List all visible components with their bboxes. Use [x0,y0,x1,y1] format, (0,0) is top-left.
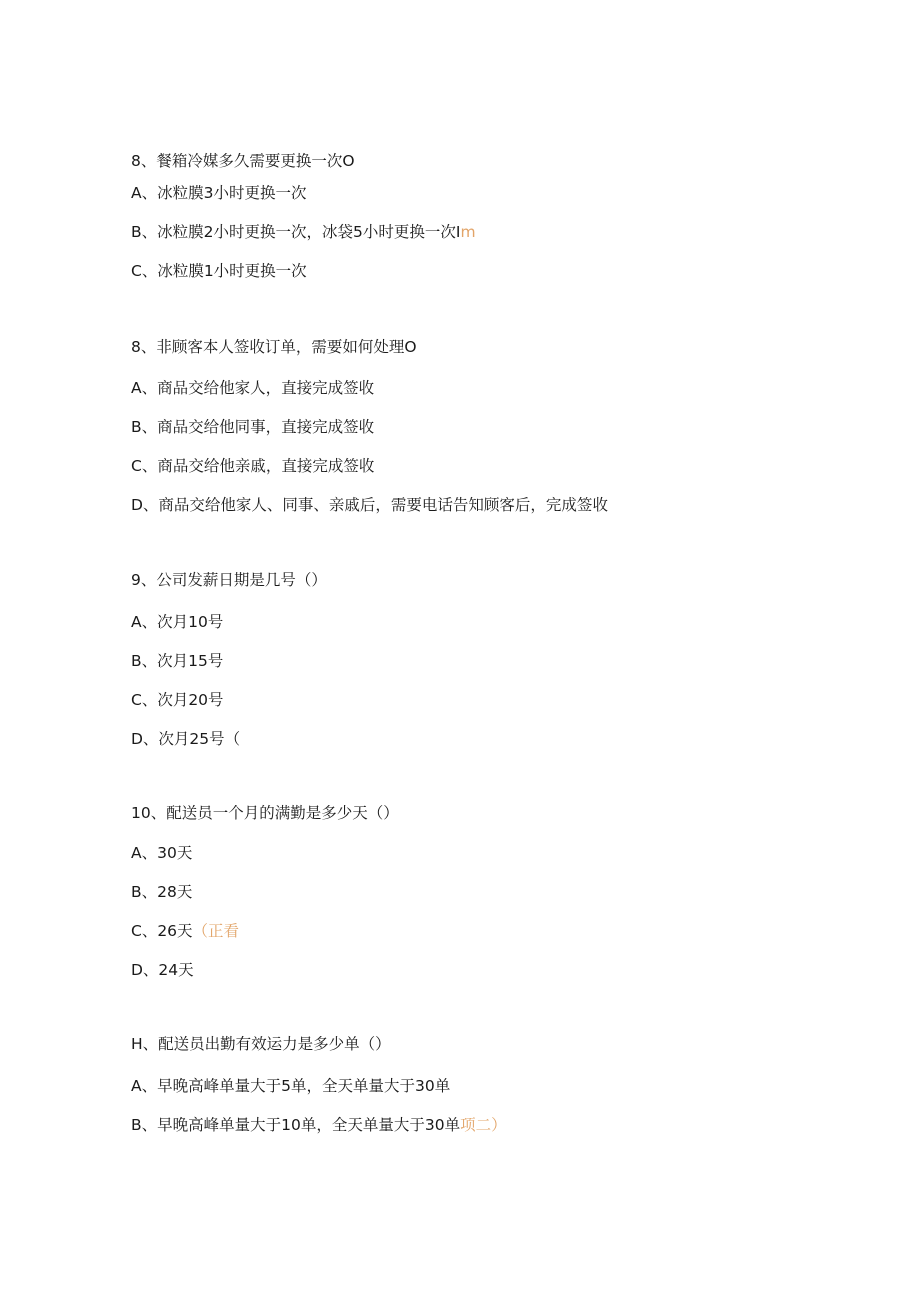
question-title: H、配送员出勤有效运力是多少单（） [131,1035,391,1053]
question-title: 8、非顾客本人签收订单，需要如何处理O [131,338,417,356]
option-text: C、冰粒膜1小时更换一次 [131,262,307,280]
option-text: B、商品交给他同事，直接完成签收 [131,418,375,436]
option-item [131,882,192,902]
option-item [131,1115,507,1135]
handwritten-mark: m [460,223,476,241]
option-text: C、商品交给他亲戚，直接完成签收 [131,457,375,475]
option-text: C、次月20号 [131,691,224,709]
option-text: A、次月10号 [131,613,224,631]
option-item [131,495,608,515]
option-item [131,417,374,437]
question-title: 8、餐箱冷媒多久需要更换一次O [131,152,355,170]
option-item [131,651,223,671]
option-item [131,960,194,980]
option-text: B、次月15号 [131,652,224,670]
option-item [131,843,192,863]
option-text: A、商品交给他家人，直接完成签收 [131,379,375,397]
option-item [131,612,223,632]
option-text: B、28天 [131,883,193,901]
option-text: A、30天 [131,844,193,862]
option-text: B、冰粒膜2小时更换一次，冰袋5小时更换一次I [131,223,461,241]
option-item [131,690,224,710]
option-item [131,1076,450,1096]
option-item [131,222,476,242]
option-item [131,921,239,941]
question-title: 10、配送员一个月的满勤是多少天（） [131,804,399,822]
option-text: A、早晚高峰单量大于5单，全天单量大于30单 [131,1077,451,1095]
option-text: A、冰粒膜3小时更换一次 [131,184,307,202]
option-item [131,183,306,203]
option-item [131,261,307,281]
handwritten-mark: （正看 [192,922,240,940]
option-text: D、商品交给他家人、同事、亲戚后，需要电话告知顾客后，完成签收 [131,496,608,514]
option-item [131,456,374,476]
handwritten-mark: 项二） [460,1116,507,1134]
option-item [131,729,240,749]
option-text: D、次月25号（ [131,730,241,748]
option-text: B、早晚高峰单量大于10单，全天单量大于30单 [131,1116,461,1134]
question-title: 9、公司发薪日期是几号（） [131,571,327,589]
option-item [131,378,374,398]
option-text: C、26天 [131,922,193,940]
option-text: D、24天 [131,961,194,979]
